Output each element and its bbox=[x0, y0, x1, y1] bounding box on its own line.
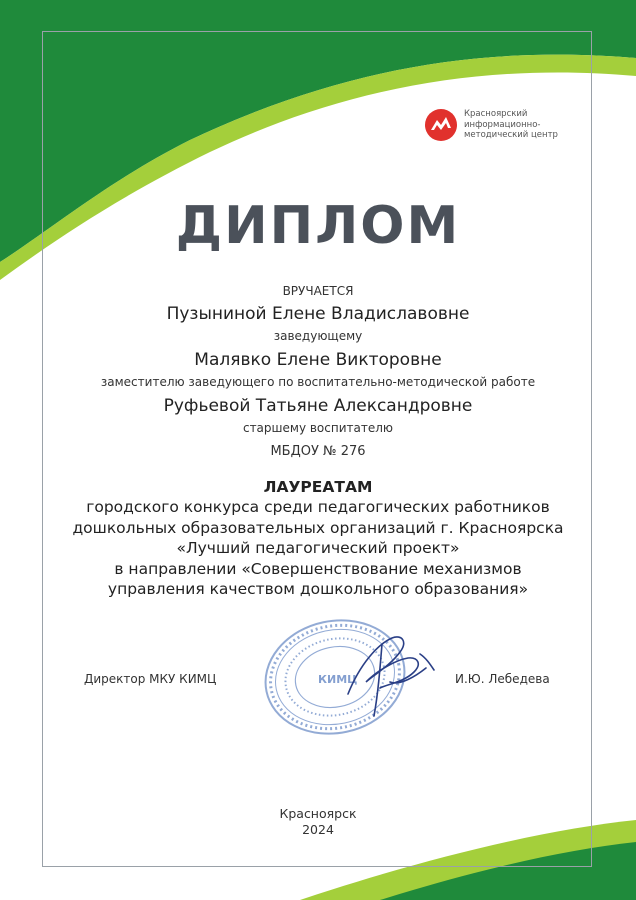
description-line: управления качеством дошкольного образования» bbox=[107, 580, 529, 598]
description-line: дошкольных образовательных организаций г. Красноярска bbox=[72, 518, 564, 537]
diploma-title: ДИПЛОМ bbox=[175, 196, 461, 256]
awarded-label: ВРУЧАЕТСЯ bbox=[282, 284, 354, 298]
signatory-position: Директор МКУ КИМЦ bbox=[84, 672, 217, 686]
kimc-logo-icon bbox=[424, 108, 458, 142]
recipient-2-name: Малявко Елене Викторовне bbox=[194, 350, 442, 370]
logo-line-1: Красноярский bbox=[464, 109, 528, 120]
description-line: в направлении «Совершенствование механизмов bbox=[114, 559, 522, 578]
recipient-1-position: заведующему bbox=[273, 329, 363, 343]
logo-text bbox=[464, 109, 574, 141]
description-block bbox=[0, 497, 636, 600]
recipient-1-name: Пузыниной Елене Владиславовне bbox=[166, 304, 470, 324]
stamp-center-text: КИМЦ bbox=[318, 673, 358, 686]
city: Красноярск bbox=[279, 806, 357, 821]
recipient-3-name: Руфьевой Татьяне Александровне bbox=[163, 396, 473, 416]
recipient-2-position: заместителю заведующего по воспитательно-методической работе bbox=[100, 375, 536, 389]
description-line: городского конкурса среди педагогических работников bbox=[86, 498, 550, 516]
description-line: «Лучший педагогический проект» bbox=[176, 539, 460, 557]
signatory-name: И.Ю. Лебедева bbox=[455, 672, 550, 686]
director-signature bbox=[330, 624, 440, 724]
logo-line-2: информационно- bbox=[464, 119, 541, 130]
recipient-3-position: старшему воспитателю bbox=[242, 421, 394, 435]
laureates-heading: ЛАУРЕАТАМ bbox=[263, 478, 373, 496]
year: 2024 bbox=[302, 822, 334, 837]
institution: МБДОУ № 276 bbox=[270, 444, 366, 459]
organization-logo bbox=[424, 108, 574, 142]
logo-line-3: методический центр bbox=[464, 130, 558, 141]
